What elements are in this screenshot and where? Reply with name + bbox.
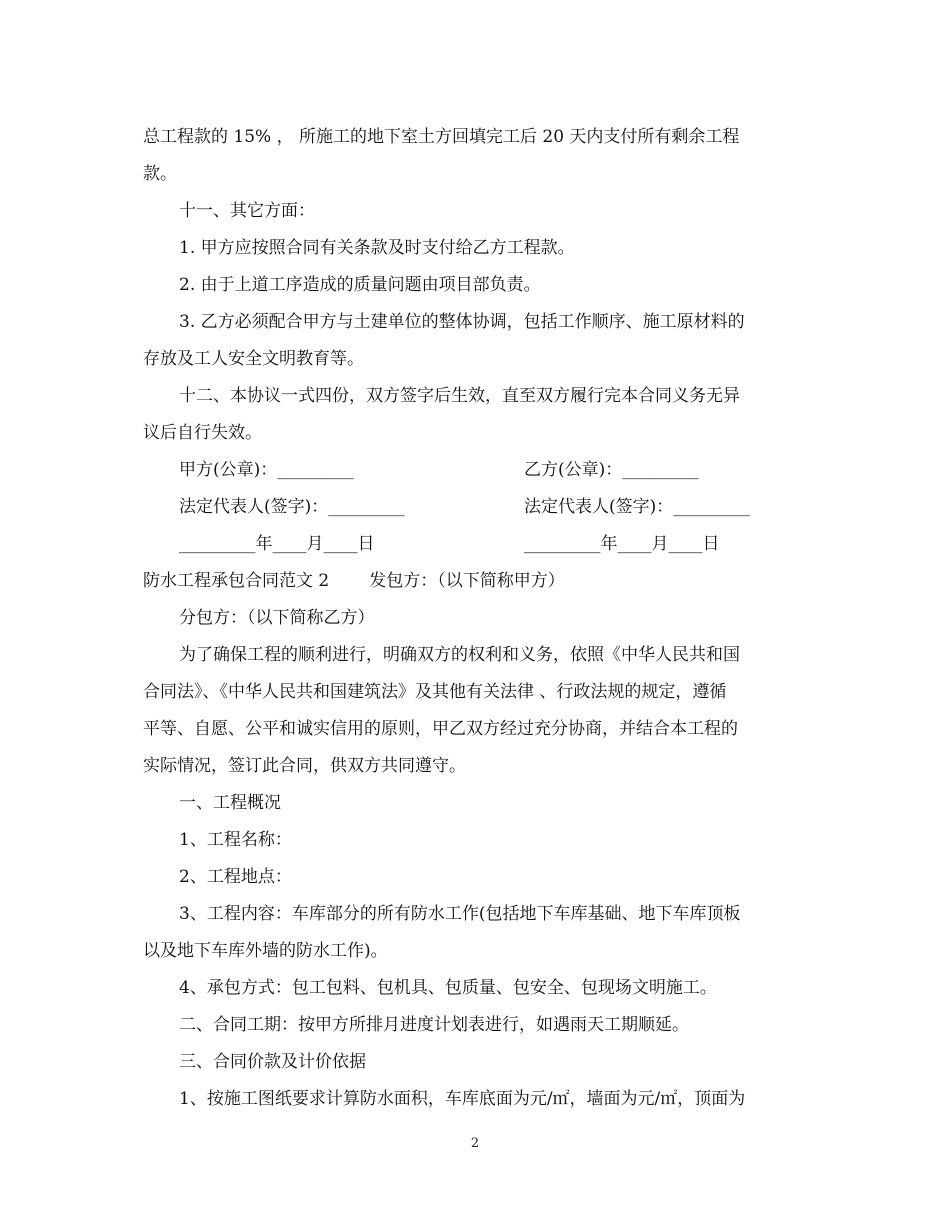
paragraph-line: 为了确保工程的顺利进行，明确双方的权利和义务，依照《中华人民共和国 — [179, 645, 740, 665]
party-b-seal: 乙方(公章)：_________ — [524, 460, 699, 480]
paragraph-line: 存放及工人安全文明教育等。 — [143, 349, 364, 369]
section-heading: 三、合同价款及计价依据 — [179, 1052, 366, 1072]
list-item: 1、按施工图纸要求计算防水面积，车库底面为元/㎡，墙面为元/㎡，顶面为 — [179, 1089, 746, 1109]
section-heading: 二、合同工期：按甲方所排月进度计划表进行，如遇雨天工期顺延。 — [179, 1015, 689, 1035]
contract-title: 防水工程承包合同范文 2 — [143, 571, 330, 591]
section-heading: 一、工程概况 — [179, 793, 281, 813]
signature-row-date — [143, 526, 823, 563]
list-item: 2. 由于上道工序造成的质量问题由项目部负责。 — [179, 275, 541, 295]
party-a-seal: 甲方(公章)：_________ — [179, 460, 354, 480]
paragraph-line: 合同法》、《中华人民共和国建筑法》及其他有关法律 、行政法规的规定，遵循 — [143, 682, 727, 702]
list-item: 1. 甲方应按照合同有关条款及时支付给乙方工程款。 — [179, 238, 575, 258]
party-b-date: _________年____月____日 — [524, 534, 720, 554]
section-heading: 十二、本协议一式四份，双方签字后生效，直至双方履行完本合同义务无异 — [179, 386, 740, 406]
list-item: 3、工程内容：车库部分的所有防水工作(包括地下车库基础、地下车库顶板 — [179, 904, 741, 924]
signature-row-seal — [143, 452, 823, 489]
list-item: 3. 乙方必须配合甲方与土建单位的整体协调，包括工作顺序、施工原材料的 — [179, 312, 745, 332]
list-item: 2、工程地点： — [179, 867, 292, 887]
list-item: 4、承包方式：包工包料、包机具、包质量、包安全、包现场文明施工。 — [179, 978, 717, 998]
party-a-date: _________年____月____日 — [179, 534, 375, 554]
paragraph-line: 议后自行失效。 — [143, 423, 262, 443]
signature-row-representative — [143, 489, 823, 526]
contract-title-line — [143, 563, 823, 600]
paragraph-line: 总工程款的 15% ， 所施工的地下室土方回填完工后 20 天内支付所有剩余工程 — [143, 127, 740, 147]
list-item: 1、工程名称： — [179, 830, 292, 850]
paragraph-line: 以及地下车库外墙的防水工作)。 — [143, 941, 388, 961]
issuer-party: 发包方：（以下简称甲方） — [369, 571, 565, 591]
party-b-representative: 法定代表人(签字)：_________ — [524, 497, 750, 517]
paragraph-line: 平等、自愿、公平和诚实信用的原则，甲乙双方经过充分协商，并结合本工程的 — [143, 719, 738, 739]
page-number: 2 — [470, 1136, 480, 1151]
paragraph-line: 分包方：（以下简称乙方） — [179, 608, 375, 628]
document-body — [143, 119, 823, 1118]
party-a-representative: 法定代表人(签字)：_________ — [179, 497, 405, 517]
paragraph-line: 实际情况，签订此合同，供双方共同遵守。 — [143, 756, 466, 776]
section-heading: 十一、其它方面： — [179, 201, 315, 221]
paragraph-line: 款。 — [143, 164, 177, 184]
